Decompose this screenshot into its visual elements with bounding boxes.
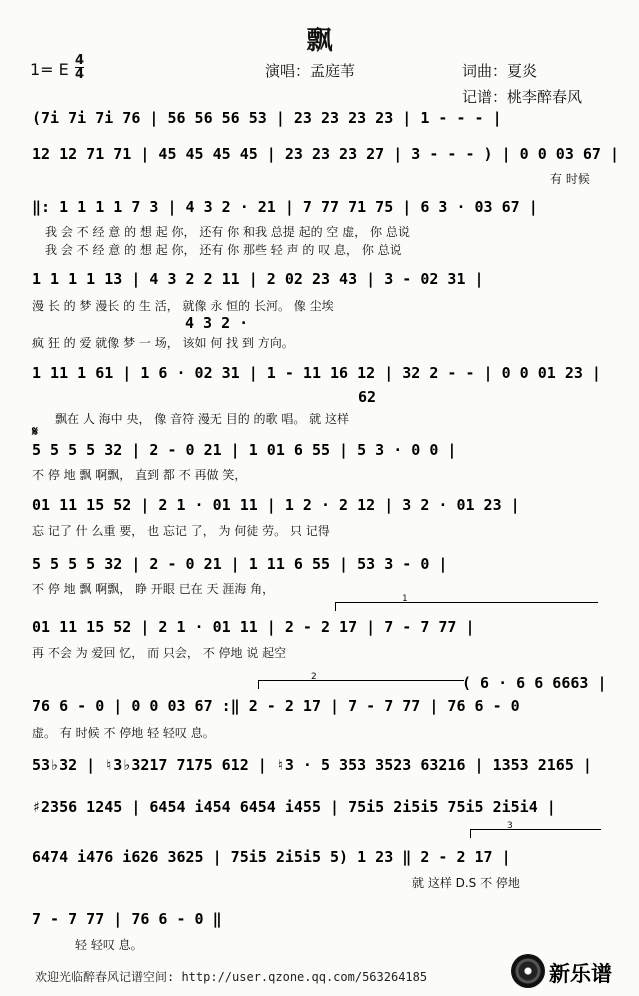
volta-bracket-3: 3	[470, 829, 601, 838]
lyric-line: 不 停 地 飘 啊飘， 直到 都 不 再做 笑，	[32, 468, 247, 482]
composer-credit: 词曲：夏炎	[462, 62, 538, 80]
lyric-line: 不 停 地 飘 啊飘， 睁 开眼 已在 天 涯海 角，	[32, 582, 275, 596]
notation-line: ‖: 1 1 1 1 7 3 | 4 3 2 · 21 | 7 77 71 75 | 6 3 · 03 67 |	[32, 198, 538, 216]
lyric-line: 忘 记了 什 么重 要， 也 忘记 了， 为 何徒 劳。 只 记得	[32, 524, 330, 538]
segno-icon: 𝄋	[32, 424, 39, 440]
volta-bracket-2: 2	[258, 680, 464, 689]
meter-bottom: 4	[75, 67, 85, 82]
notation-line: 01 11 15 52 | 2 1 · 01 11 | 2 - 2 17 | 7 - 7 77 |	[32, 618, 475, 636]
notation-line: 62	[358, 388, 377, 406]
meter-top: 4	[75, 53, 85, 68]
lyric-line: 疯 狂 的 爱 就像 梦 一 场， 该如 何 找 到 方向。	[32, 336, 294, 350]
notation-line: 1 1 1 1 13 | 4 3 2 2 11 | 2 02 23 43 | 3 - 02 31 |	[32, 270, 484, 288]
record-disc-icon	[511, 954, 545, 988]
lyric-line: 虚。 有 时候 不 停地 轻 轻叹 息。	[32, 726, 215, 740]
notation-line: 6474 i476 i626 3625 | 75i5 2i5i5 5) 1 23 ‖ 2 - 2 17 |	[32, 848, 511, 866]
lyric-line: 我 会 不 经 意 的 想 起 你， 还有 你 那些 轻 声 的 叹 息， 你 总说	[45, 243, 402, 257]
lyric-line: 飘在 人 海中 央， 像 音符 漫无 目的 的歌 唱。 就 这样	[55, 412, 349, 426]
notation-line: 7 - 7 77 | 76 6 - 0 ‖	[32, 910, 222, 928]
notation-line: 76 6 - 0 | 0 0 03 67 :‖ 2 - 2 17 | 7 - 7 77 | 76 6 - 0	[32, 697, 520, 715]
notation-line: 5 5 5 5 32 | 2 - 0 21 | 1 01 6 55 | 5 3 · 0 0 |	[32, 441, 457, 459]
notation-line: 01 11 15 52 | 2 1 · 01 11 | 1 2 · 2 12 | 3 2 · 01 23 |	[32, 496, 520, 514]
transcriber-credit: 记谱：桃李醉春风	[462, 88, 583, 106]
key-signature: 1= E	[30, 60, 69, 79]
logo	[509, 952, 629, 992]
lyric-line: 再 不会 为 爱回 忆， 而 只会， 不 停地 说 起空	[32, 646, 287, 660]
notation-line: ♯2356 1245 | 6454 i454 6454 i455 | 75i5 2i5i5 75i5 2i5i4 |	[32, 798, 556, 816]
notation-line: 12 12 71 71 | 45 45 45 45 | 23 23 23 27 | 3 - - - ) | 0 0 03 67 |	[32, 145, 619, 163]
notation-line: (7i 7i 7i 76 | 56 56 56 53 | 23 23 23 23 | 1 - - - |	[32, 109, 502, 127]
footer-text: 欢迎光临醉春风记谱空间: http://user.qzone.qq.com/563264185	[35, 970, 428, 984]
logo-text: 新乐谱	[549, 962, 612, 986]
lyric-line: 有 时候	[550, 172, 590, 186]
lyric-line: 漫 长 的 梦 漫长 的 生 活， 就像 永 恒的 长河。 像 尘埃	[32, 299, 334, 313]
page-title: 飘	[306, 26, 333, 56]
notation-line: ( 6 · 6 6 6663 |	[462, 674, 607, 692]
lyric-line: 就 这样 D.S 不 停地	[412, 876, 520, 890]
notation-line: 4 3 2 ·	[185, 314, 249, 332]
notation-line: 53♭32 | ♮3♭3217 7175 612 | ♮3 · 5 353 3523 63216 | 1353 2165 |	[32, 756, 592, 774]
notation-line: 5 5 5 5 32 | 2 - 0 21 | 1 11 6 55 | 53 3 - 0 |	[32, 555, 448, 573]
lyric-line: 轻 轻叹 息。	[75, 938, 143, 952]
time-signature	[75, 54, 84, 81]
volta-bracket-1: 1	[335, 602, 598, 611]
notation-line: 1 11 1 61 | 1 6 · 02 31 | 1 - 11 16 12 | 32 2 - - | 0 0 01 23 |	[32, 364, 601, 382]
singer-credit: 演唱：孟庭苇	[265, 62, 356, 80]
lyric-line: 我 会 不 经 意 的 想 起 你， 还有 你 和我 总提 起的 空 虚， 你 总说	[45, 225, 410, 239]
